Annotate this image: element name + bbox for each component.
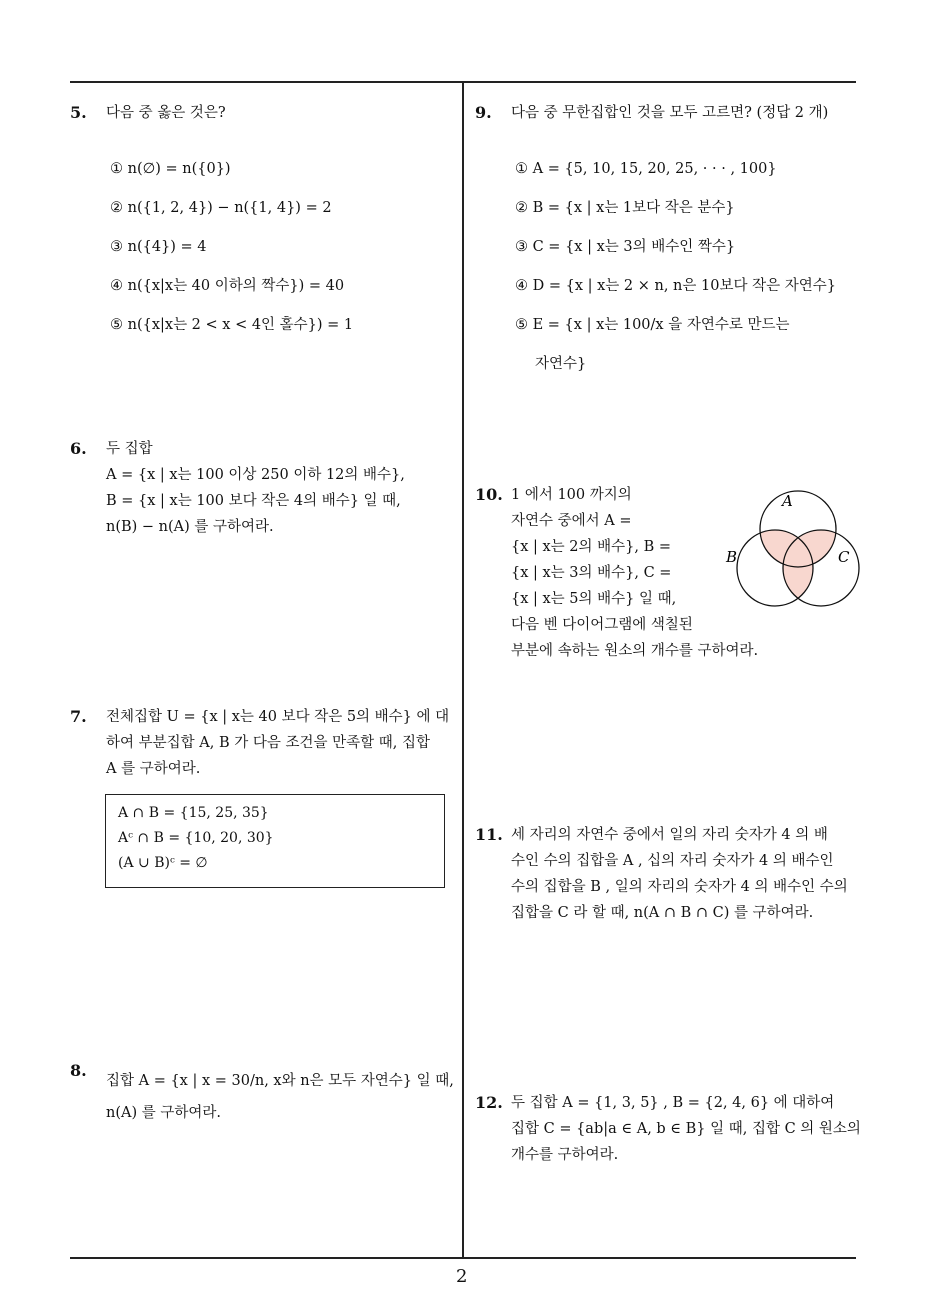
question-number: 9.: [475, 103, 492, 122]
choice-1: ① A = {5, 10, 15, 20, 25, · · · , 100}: [515, 161, 777, 177]
question-line-1: 1 에서 100 까지의: [511, 487, 632, 503]
question-number: 12.: [475, 1093, 503, 1112]
question-line-1: 전체집합 U = {x | x는 40 보다 작은 5의 배수} 에 대: [106, 709, 450, 725]
question-line-2: 집합 C = {ab|a ∈ A, b ∈ B} 일 때, 집합 C 의 원소의: [511, 1121, 861, 1137]
question-text: 다음 중 옳은 것은?: [106, 105, 226, 121]
venn-label-a: A: [782, 492, 793, 510]
question-number: 8.: [70, 1061, 87, 1080]
question-line-2: 자연수 중에서 A =: [511, 513, 632, 529]
question-line-3: {x | x는 2의 배수}, B =: [511, 539, 672, 555]
venn-label-c: C: [838, 548, 850, 566]
condition-2: Aᶜ ∩ B = {10, 20, 30}: [118, 830, 274, 846]
question-text: 다음 중 무한집합인 것을 모두 고르면? (정답 2 개): [511, 105, 829, 121]
question-line-3: 수의 집합을 B , 일의 자리의 숫자가 4 의 배수인 수의: [511, 879, 848, 895]
choice-5: ⑤ E = {x | x는 100/x 을 자연수로 만드는: [515, 317, 790, 333]
question-line-1: 집합 A = {x | x = 30/n, x와 n은 모두 자연수} 일 때,: [106, 1073, 454, 1089]
choice-4: ④ n({x|x는 40 이하의 짝수}) = 40: [110, 278, 345, 294]
question-line-4: n(B) − n(A) 를 구하여라.: [106, 519, 274, 535]
question-number: 6.: [70, 439, 87, 458]
question-line-2: A = {x | x는 100 이상 250 이하 12의 배수},: [106, 467, 405, 483]
question-line-2: 수인 수의 집합을 A , 십의 자리 숫자가 4 의 배수인: [511, 853, 834, 869]
choice-2: ② n({1, 2, 4}) − n({1, 4}) = 2: [110, 200, 332, 216]
page-number: 2: [456, 1266, 468, 1287]
choice-1: ① n(∅) = n({0}): [110, 161, 231, 177]
question-line-5: {x | x는 5의 배수} 일 때,: [511, 591, 677, 607]
question-number: 5.: [70, 103, 87, 122]
condition-1: A ∩ B = {15, 25, 35}: [118, 805, 269, 821]
column-divider: [462, 82, 464, 1257]
shaded-region: [737, 530, 859, 606]
question-number: 7.: [70, 707, 87, 726]
question-line-1: 두 집합: [106, 441, 153, 457]
question-line-3: A 를 구하여라.: [106, 761, 201, 777]
venn-label-b: B: [726, 548, 738, 566]
question-number: 10.: [475, 485, 503, 504]
question-line-3: B = {x | x는 100 보다 작은 4의 배수} 일 때,: [106, 493, 401, 509]
condition-box: [105, 794, 445, 888]
choice-2: ② B = {x | x는 1보다 작은 분수}: [515, 200, 735, 216]
question-line-1: 세 자리의 자연수 중에서 일의 자리 숫자가 4 의 배: [511, 827, 828, 843]
choice-5-continued: 자연수}: [535, 356, 587, 372]
question-line-4: {x | x는 3의 배수}, C =: [511, 565, 672, 581]
question-line-7: 부분에 속하는 원소의 개수를 구하여라.: [511, 643, 759, 659]
choice-4: ④ D = {x | x는 2 × n, n은 10보다 작은 자연수}: [515, 278, 836, 294]
bottom-rule: [70, 1257, 856, 1259]
venn-diagram: [720, 484, 870, 644]
question-line-6: 다음 벤 다이어그램에 색칠된: [511, 617, 693, 633]
choice-3: ③ C = {x | x는 3의 배수인 짝수}: [515, 239, 736, 255]
choice-5: ⑤ n({x|x는 2 < x < 4인 홀수}) = 1: [110, 317, 354, 333]
question-line-2: 하여 부분집합 A, B 가 다음 조건을 만족할 때, 집합: [106, 735, 430, 751]
condition-3: (A ∪ B)ᶜ = ∅: [118, 855, 208, 871]
question-line-2: n(A) 를 구하여라.: [106, 1105, 221, 1121]
choice-3: ③ n({4}) = 4: [110, 239, 207, 255]
question-line-1: 두 집합 A = {1, 3, 5} , B = {2, 4, 6} 에 대하여: [511, 1095, 835, 1111]
question-line-3: 개수를 구하여라.: [511, 1147, 619, 1163]
question-line-4: 집합을 C 라 할 때, n(A ∩ B ∩ C) 를 구하여라.: [511, 905, 814, 921]
question-number: 11.: [475, 825, 503, 844]
